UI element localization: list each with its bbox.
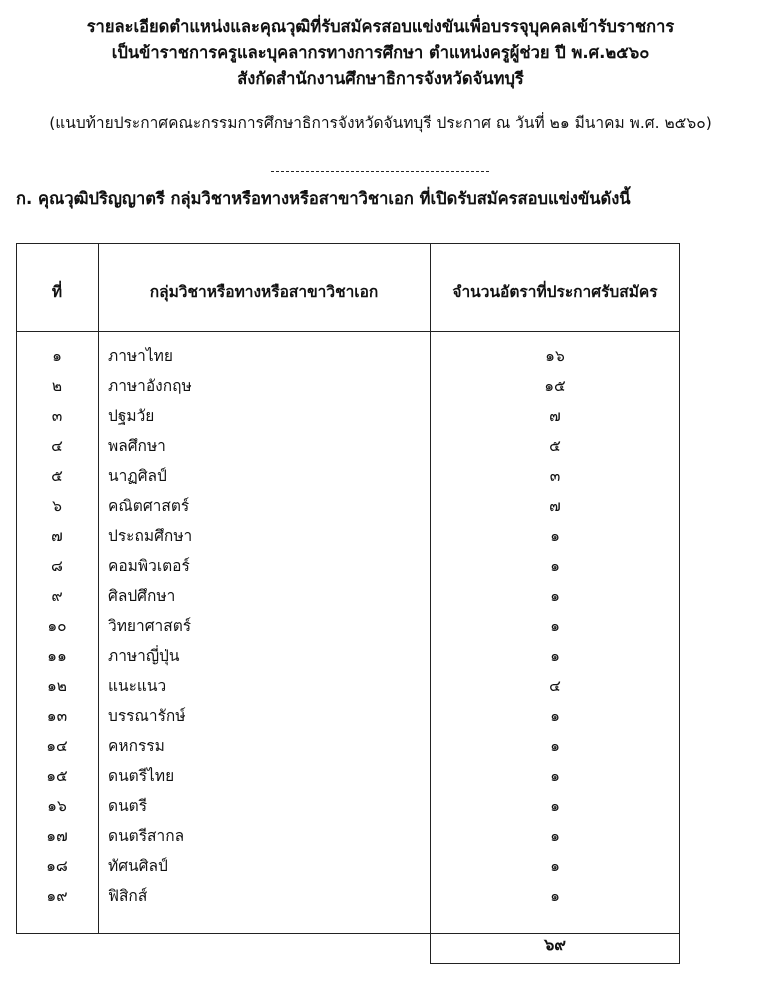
row-subject: ประถมศึกษา [108,527,193,545]
row-number: ๑๑ [47,647,67,665]
row-number: ๑๓ [46,707,68,725]
row-number: ๒ [51,377,63,395]
row-count: ๑๖ [545,347,565,365]
row-number: ๗ [51,527,63,545]
total-box-bottom [430,963,680,964]
table-row [16,609,680,639]
row-number: ๑๗ [46,827,68,845]
row-subject: แนะแนว [108,677,167,695]
row-subject: วิทยาศาสตร์ [108,617,192,635]
row-number: ๙ [51,587,63,605]
total-count: ๖๙ [544,935,566,954]
row-count: ๔ [549,677,561,695]
table-row [16,549,680,579]
row-number: ๑ [52,347,62,365]
row-number: ๕ [51,467,63,485]
row-number: ๑๖ [47,797,67,815]
row-subject: คหกรรม [108,737,165,755]
row-subject: ฟิสิกส์ [108,887,148,905]
table-row [16,819,680,849]
row-number: ๖ [52,497,62,515]
row-count: ๑ [550,797,560,815]
table-row [16,879,680,909]
row-number: ๑๕ [46,767,68,785]
row-number: ๑๔ [46,737,68,755]
row-count: ๑ [550,587,560,605]
table-header-separator [16,331,680,332]
row-subject: ศิลปศึกษา [108,587,176,605]
column-header-count: จำนวนอัตราที่ประกาศรับสมัคร [452,283,658,301]
row-subject: ปฐมวัย [108,407,155,425]
row-number: ๘ [51,557,63,575]
row-subject: คณิตศาสตร์ [108,497,190,515]
row-count: ๗ [549,497,561,515]
section-heading: ก. คุณวุฒิปริญญาตรี กลุ่มวิชาหรือทางหรือสาขาวิชาเอก ที่เปิดรับสมัครสอบแข่งขันดังนี้ [16,189,631,208]
row-subject: ภาษาอังกฤษ [108,377,192,395]
column-header-subject: กลุ่มวิชาหรือทางหรือสาขาวิชาเอก [149,283,379,301]
row-count: ๓ [549,467,561,485]
row-count: ๑ [550,527,560,545]
row-count: ๑ [550,827,560,845]
table-row [16,339,680,369]
table-row [16,369,680,399]
row-subject: พลศึกษา [108,437,166,455]
table-row [16,489,680,519]
table-row [16,579,680,609]
row-subject: ดนตรี [108,797,148,815]
table-border-top [16,243,680,244]
row-subject: คอมพิวเตอร์ [108,557,190,575]
row-subject: ภาษาไทย [108,347,173,365]
table-row [16,669,680,699]
table-row [16,759,680,789]
row-count: ๑ [550,887,560,905]
row-count: ๑ [550,647,560,665]
row-subject: ทัศนศิลป์ [108,857,168,875]
title-line-2: เป็นข้าราชการครูและบุคลากรทางการศึกษา ตำแหน่งครูผู้ช่วย ปี พ.ศ.๒๕๖๐ [111,43,650,62]
row-subject: นาฏศิลป์ [108,467,167,485]
row-count: ๑ [550,617,560,635]
positions-table [16,243,680,964]
announcement-reference: (แนบท้ายประกาศคณะกรรมการศึกษาธิการจังหวัดจันทบุรี ประกาศ ณ วันที่ ๒๑ มีนาคม พ.ศ. ๒๕๖๐) [49,114,712,132]
table-row [16,399,680,429]
document-title [0,14,761,92]
row-count: ๑ [550,557,560,575]
column-header-no: ที่ [51,283,63,301]
table-row [16,639,680,669]
row-count: ๑ [550,707,560,725]
table-row [16,849,680,879]
row-number: ๑๙ [46,887,68,905]
table-row [16,699,680,729]
table-row [16,429,680,459]
row-count: ๑๕ [544,377,566,395]
row-subject: บรรณารักษ์ [108,707,186,725]
title-line-3: สังกัดสำนักงานศึกษาธิการจังหวัดจันทบุรี [237,69,524,88]
row-subject: ภาษาญี่ปุ่น [108,647,180,665]
row-number: ๑๐ [47,617,67,635]
row-count: ๑ [550,857,560,875]
row-number: ๑๒ [46,677,68,695]
table-row [16,729,680,759]
row-count: ๕ [549,437,561,455]
row-count: ๑ [550,767,560,785]
row-subject: ดนตรีไทย [108,767,175,785]
separator-line [271,171,489,172]
row-number: ๓ [51,407,63,425]
row-number: ๑๘ [46,857,68,875]
table-row [16,519,680,549]
row-count: ๑ [550,737,560,755]
table-row [16,789,680,819]
row-number: ๔ [51,437,63,455]
row-count: ๗ [549,407,561,425]
table-row [16,459,680,489]
title-line-1: รายละเอียดตำแหน่งและคุณวุฒิที่รับสมัครสอบแข่งขันเพื่อบรรจุบุคคลเข้ารับราชการ [86,17,675,36]
row-subject: ดนตรีสากล [108,827,185,845]
